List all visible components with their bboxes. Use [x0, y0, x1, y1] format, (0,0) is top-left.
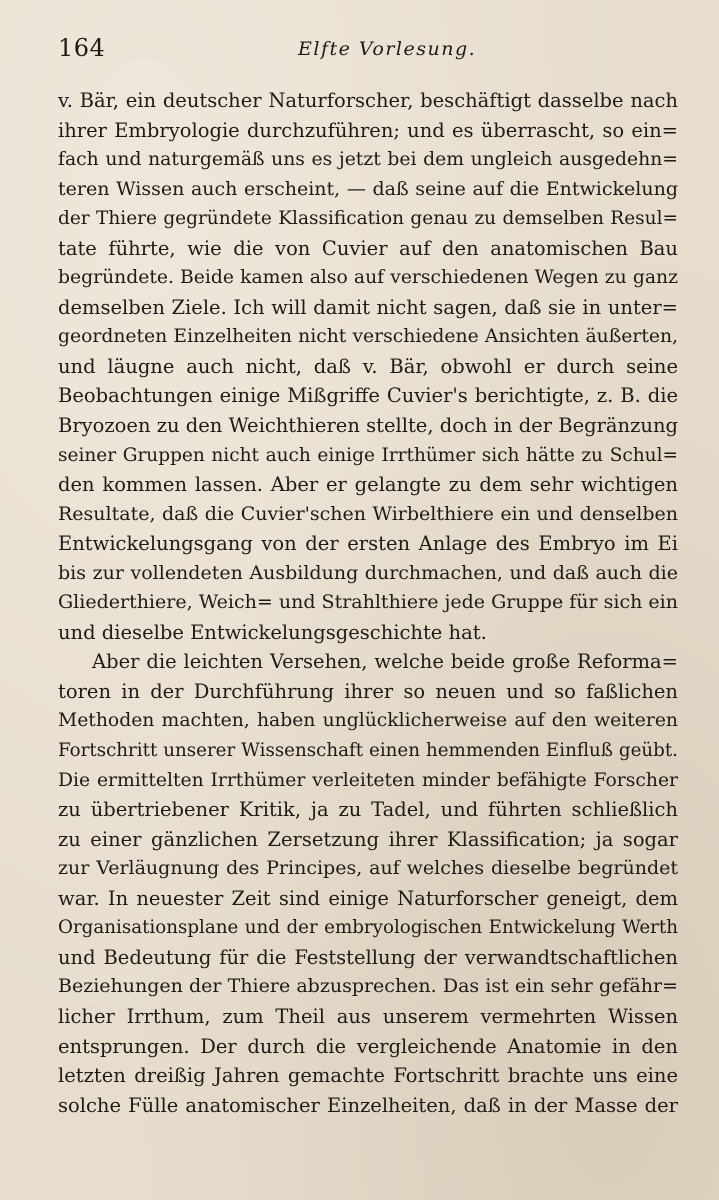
text-line: teren Wissen auch erscheint, — daß seine auf die Entwickelung [58, 177, 678, 200]
text-line: war. In neuester Zeit sind einige Naturforscher geneigt, dem [58, 886, 678, 910]
text-line: zur Verläugnung des Principes, auf welches dieselbe begründet [58, 857, 678, 880]
text-line: bis zur vollendeten Ausbildung durchmachen, und daß auch die [58, 561, 678, 584]
text-line: entsprungen. Der durch die vergleichende Anatomie in den [58, 1034, 678, 1058]
text-line: begründete. Beide kamen also auf verschiedenen Wegen zu ganz [58, 267, 678, 289]
page-number: 164 [58, 34, 106, 62]
text-line: seiner Gruppen nicht auch einige Irrthümer sich hätte zu Schul= [58, 444, 678, 466]
text-line: Fortschritt unserer Wissenschaft einen hemmenden Einfluß geübt. [58, 740, 678, 762]
text-line: solche Fülle anatomischer Einzelheiten, daß in der Masse der [58, 1093, 678, 1117]
text-line: toren in der Durchführung ihrer so neuen und so faßlichen [58, 679, 678, 703]
text-line: Organisationsplane und der embryologischen Entwickelung Werth [58, 917, 678, 939]
text-line: tate führte, wie die von Cuvier auf den anatomischen Bau [58, 236, 678, 260]
text-line: v. Bär, ein deutscher Naturforscher, beschäftigt dasselbe nach [58, 89, 678, 112]
text-line: Die ermittelten Irrthümer verleiteten minder befähigte Forscher [58, 769, 678, 791]
running-head: Elfte Vorlesung. [298, 38, 477, 60]
text-line: zu einer gänzlichen Zersetzung ihrer Klassification; ja sogar [58, 827, 678, 851]
text-line: Beobachtungen einige Mißgriffe Cuvier's berichtigte, z. B. die [58, 384, 678, 408]
text-line: licher Irrthum, zum Theil aus unserem vermehrten Wissen [58, 1004, 678, 1028]
text-line: Methoden machten, haben unglücklicherweise auf den weiteren [58, 710, 678, 732]
text-line: Beziehungen der Thiere abzusprechen. Das ist ein sehr gefähr= [58, 975, 678, 998]
paragraph-start-line: Aber die leichten Versehen, welche beide große Reforma= [92, 650, 678, 674]
text-line: zu übertriebener Kritik, ja zu Tadel, und führten schließlich [58, 798, 678, 822]
text-line: den kommen lassen. Aber er gelangte zu dem sehr wichtigen [58, 473, 678, 497]
text-line: Resultate, daß die Cuvier'schen Wirbelthiere ein und denselben [58, 502, 678, 525]
text-line: Bryozoen zu den Weichthieren stellte, doch in der Begränzung [58, 414, 678, 438]
text-line: Gliederthiere, Weich= und Strahlthiere jede Gruppe für sich ein [58, 591, 678, 614]
body-text [58, 86, 678, 1120]
text-line: Entwickelungsgang von der ersten Anlage des Embryo im Ei [58, 532, 678, 556]
text-line: demselben Ziele. Ich will damit nicht sagen, daß sie in unter= [58, 295, 678, 319]
page-header [58, 30, 678, 70]
text-line: letzten dreißig Jahren gemachte Fortschritt brachte uns eine [58, 1064, 678, 1088]
text-line: der Thiere gegründete Klassification genau zu demselben Resul= [58, 208, 678, 230]
text-line: und Bedeutung für die Feststellung der verwandtschaftlichen [58, 945, 678, 969]
text-line: geordneten Einzelheiten nicht verschiedene Ansichten äußerten, [58, 326, 678, 348]
text-line: ihrer Embryologie durchzuführen; und es überrascht, so ein= [58, 118, 678, 142]
paragraph-end-line: und dieselbe Entwickelungsgeschichte hat. [58, 620, 487, 644]
text-line: und läugne auch nicht, daß v. Bär, obwohl er durch seine [58, 354, 678, 378]
text-line: fach und naturgemäß uns es jetzt bei dem ungleich ausgedehn= [58, 149, 678, 171]
